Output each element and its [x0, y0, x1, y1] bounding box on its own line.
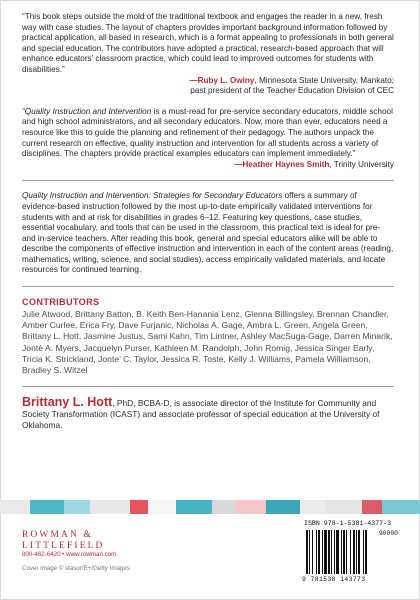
color-stripe	[90, 500, 130, 514]
barcode-bar	[324, 530, 327, 574]
color-stripe	[300, 500, 326, 514]
color-stripe	[64, 500, 90, 514]
color-stripe	[148, 500, 176, 514]
color-stripe	[176, 500, 212, 514]
color-stripe	[130, 500, 148, 514]
barcode-bar	[356, 530, 357, 574]
quote-1-affiliation: , Minnesota State University, Mankato;	[254, 75, 394, 85]
quote-1-attribution	[22, 76, 394, 87]
quote-2-text: is a must-read for pre-service secondary educators, middle school and high school administrators, and all secondary educators. Now, more than ever, educators need a resource like this to guide the planning and refinement of their pedagogy. The authors unpack the current research on effective, quality instruction and intervention for all students across a variety of disciplines. The chapters provide practical examples educators can implement immediately.”	[22, 106, 393, 159]
quote-2-affiliation: , Trinity University	[329, 159, 394, 169]
quote-1-name: —Ruby L. Owiny	[189, 75, 255, 85]
barcode-bar	[312, 530, 313, 574]
contributors-list: Julie Atwood, Brittany Batton, B. Keith Ben-Hanania Lenz, Glenna Billingsley, Brennan Chandler, Amber Curlee, Erica Fry, Dave Furjanic, Nicholas A. Gage, Ambra L. Green, Angela Green, Brittany L. Hott, Jasmine Justus, Sami Kahn, Tim Lintner, Ashley MacSuga-Gage, Darren Minarik, Jonté A. Myers, Jacquelyn Purser, Kathleen M. Randolph, John Romig, Jessica Singer Early, Tricia K. Strickland, Jonte’ C. Taylor, Jessica R. Toste, Kelly J. Williams, Pamela Williamson, Bradley S. Witzel	[22, 309, 393, 376]
color-stripe-band	[0, 500, 420, 514]
description-book-title: Quality Instruction and Intervention: Strategies for Secondary Educators	[22, 191, 283, 201]
color-stripe	[236, 500, 266, 514]
description-text: offers a summary of evidence-based instruction followed by the most up-to-date empirically validated interventions for students with and at risk for disabilities in grades 6–12. Featuring key questions, case studies, essential vocabulary, and tools that can be used in the classroom, this practical text is ideal for pre- and in-service teachers. After reading this book, general and special educators alike will be able to describe the components of effective instruction and intervention in each of the content areas (reading, mathematics, writing, science, and social studies), access empirically validated materials, and locate resources for continued learning.	[22, 191, 394, 275]
author-bio	[22, 397, 394, 431]
color-stripe	[382, 500, 420, 514]
color-stripe	[30, 500, 64, 514]
publisher-name-line-2: LITTLEFIELD	[22, 540, 105, 551]
barcode-bar	[363, 530, 364, 574]
color-stripe	[326, 500, 362, 514]
quote-1-text: “This book steps outside the mold of the traditional textbook and engages the reader in a new, fresh way with case studies. The layout of chapters provides important background information followed by practical application, all based in research, which is a format appealing to professionals in both general and special education. The contributors have adopted a practical, research-based approach that will enhance educators’ classroom practice, which could lead to improved outcomes for students with disabilities.”	[22, 12, 394, 74]
barcode-bar	[318, 530, 320, 574]
barcode-bar	[336, 530, 339, 574]
endorsement-quote-2	[22, 107, 394, 171]
color-stripe	[0, 500, 30, 514]
section-divider-2	[22, 286, 394, 287]
quote-2-attribution	[22, 160, 394, 171]
barcode-bar	[316, 530, 317, 574]
barcode-number: 9 781538 143773	[302, 576, 366, 583]
endorsement-quote-1	[22, 12, 394, 97]
barcode-bar	[341, 530, 342, 574]
author-bio-text: , PhD, BCBA-D, is associate director of the Institute for Community and Society Transformation (ICAST) and associate professor of special education at the University of Oklahoma.	[22, 398, 380, 431]
contributors-heading: CONTRIBUTORS	[22, 297, 100, 308]
barcode-bar	[309, 530, 310, 574]
barcode-bar	[331, 530, 332, 574]
barcode-bar	[353, 530, 355, 574]
barcode-bar	[328, 530, 330, 574]
section-divider-3	[22, 386, 394, 387]
quote-2-book-title: “Quality Instruction and Intervention	[22, 106, 152, 116]
barcode-bar	[322, 530, 323, 574]
price-code: 90000	[378, 530, 398, 537]
quote-2-name: —Heather Haynes Smith	[234, 159, 330, 169]
section-divider	[22, 180, 394, 181]
author-name: Brittany L. Hott	[22, 395, 113, 410]
publisher-contact: 800-462-6420 • www.rowman.com	[22, 551, 117, 558]
quote-1-role: past president of the Teacher Education Division of CEC	[190, 86, 394, 96]
isbn-text: ISBN 978-1-5381-4377-3	[304, 520, 392, 527]
publisher-name-line-1: ROWMAN &	[22, 530, 93, 540]
barcode-bar	[343, 530, 345, 574]
color-stripe	[212, 500, 236, 514]
color-stripe	[266, 500, 300, 514]
barcode-bar	[346, 530, 347, 574]
barcode-bar	[334, 530, 335, 574]
barcode-bar	[358, 530, 360, 574]
book-description	[22, 191, 394, 276]
back-cover-content	[22, 12, 394, 431]
color-stripe	[362, 500, 382, 514]
barcode-area	[300, 520, 400, 590]
quote-2-paragraph	[22, 107, 394, 160]
publisher-block	[22, 530, 142, 573]
barcode-icon	[306, 530, 394, 576]
barcode-bar	[306, 530, 308, 574]
cover-image-credit: Cover image © stasor/E+/Getty Images	[22, 565, 130, 572]
barcode-bar	[365, 530, 367, 574]
barcode-bar	[350, 530, 351, 574]
